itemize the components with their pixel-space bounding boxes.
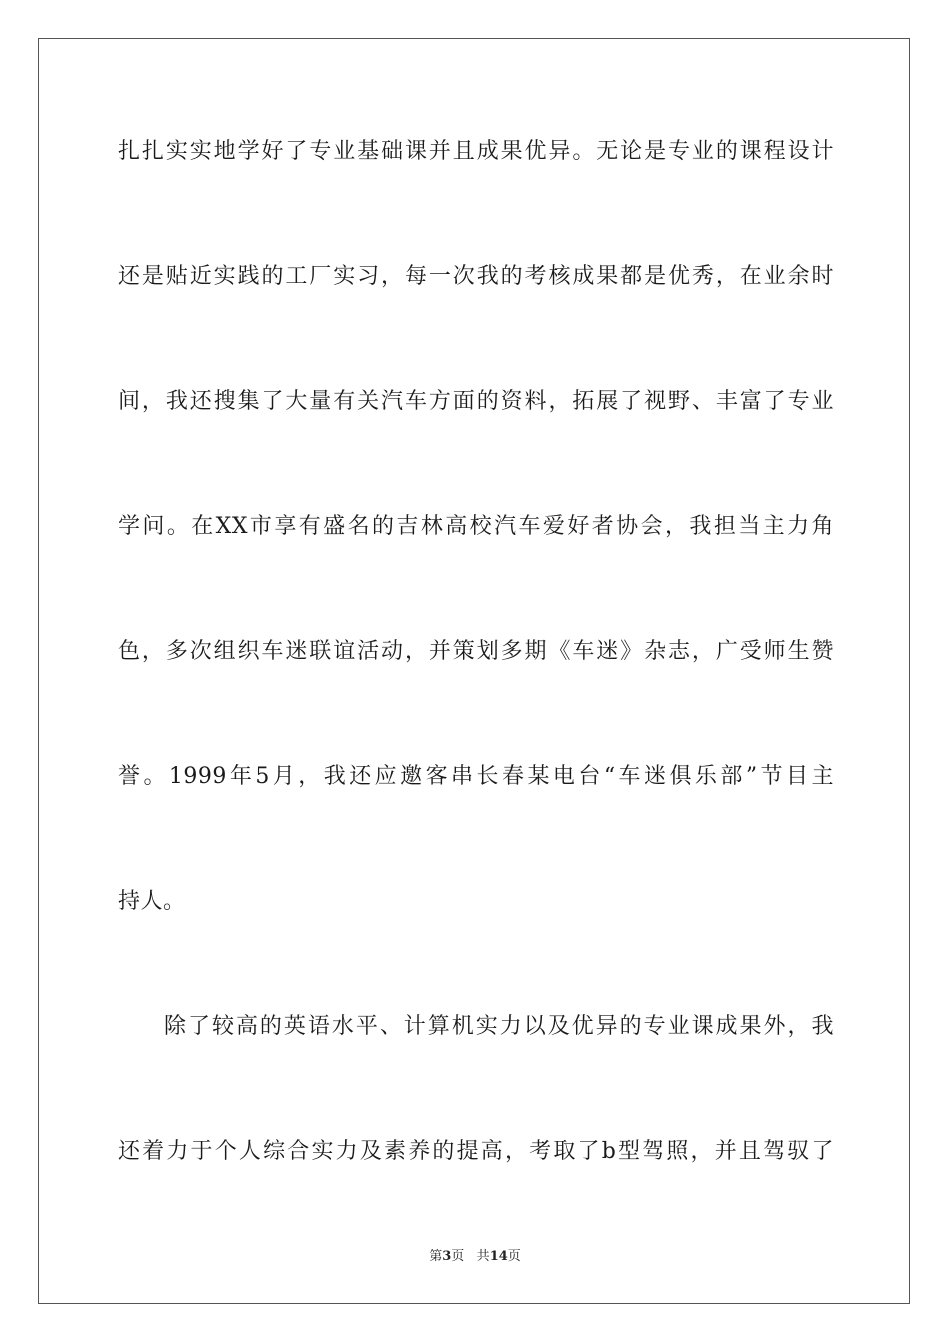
- page-border: [38, 38, 910, 1304]
- text-line: 色，多次组织车迷联谊活动，并策划多期《车迷》杂志，广受师生赞: [118, 639, 834, 664]
- text-line: 誉。1999年5月，我还应邀客串长春某电台“车迷俱乐部”节目主: [118, 764, 834, 789]
- text-line: 还着力于个人综合实力及素养的提高，考取了b型驾照，并且驾驭了: [118, 1139, 834, 1164]
- total-prefix: 共: [476, 1249, 490, 1264]
- total-pages: 14: [489, 1249, 508, 1264]
- text-line: 间，我还搜集了大量有关汽车方面的资料，拓展了视野、丰富了专业: [118, 389, 834, 414]
- text-line: 扎扎实实地学好了专业基础课并且成果优异。无论是专业的课程设计: [118, 139, 834, 164]
- text-line: 还是贴近实践的工厂实习，每一次我的考核成果都是优秀，在业余时: [118, 264, 834, 289]
- page-number: 3: [442, 1249, 452, 1264]
- page-footer: [0, 1248, 950, 1266]
- text-line: 除了较高的英语水平、计算机实力以及优异的专业课成果外，我: [164, 1014, 834, 1039]
- text-line: 持人。: [118, 889, 186, 914]
- text-line: 学问。在XX市享有盛名的吉林高校汽车爱好者协会，我担当主力角: [118, 514, 834, 539]
- total-suffix: 页: [507, 1249, 521, 1264]
- page-prefix: 第: [429, 1249, 443, 1264]
- page-suffix: 页: [451, 1249, 465, 1264]
